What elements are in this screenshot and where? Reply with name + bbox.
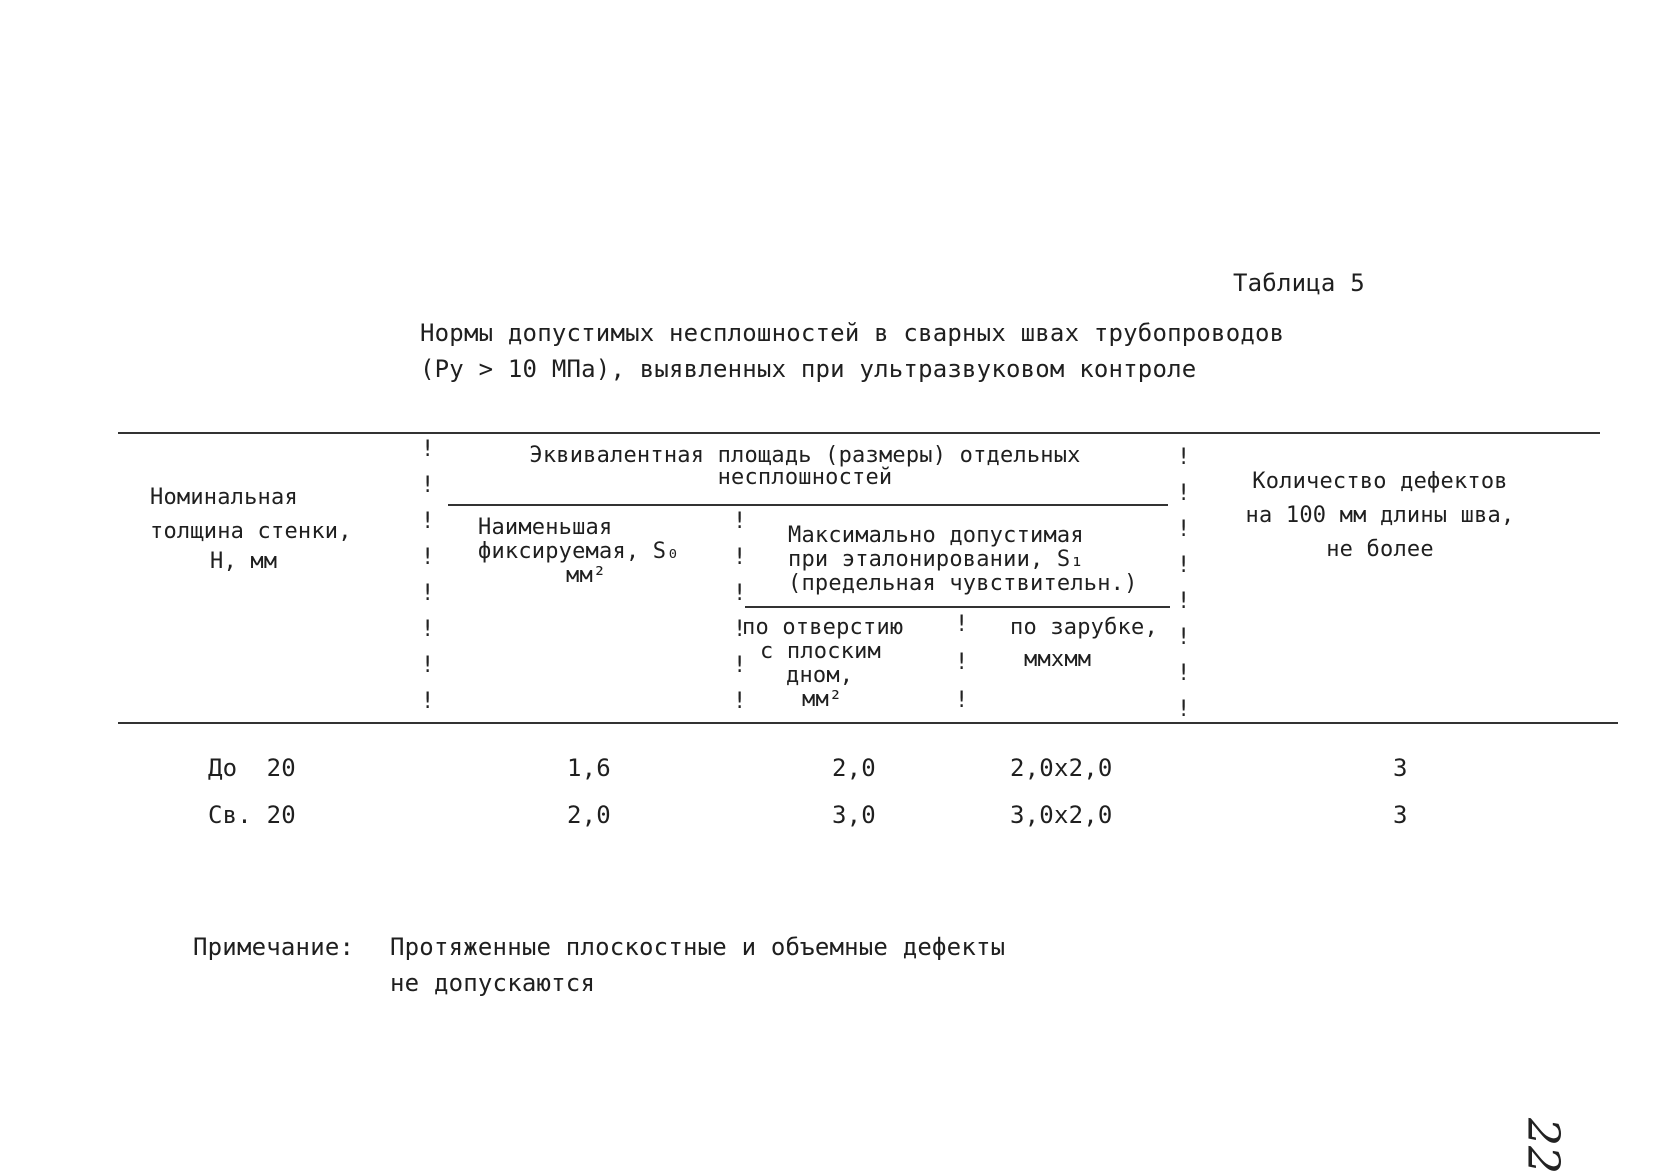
column-divider: ! ! ! ! ! ! ! !: [421, 437, 435, 714]
cell-min-fixed: 1,6: [567, 754, 611, 782]
table-caption-line-1: Нормы допустимых несплошностей в сварных швах трубопроводов: [420, 319, 1285, 347]
cell-by-hole: 3,0: [832, 801, 876, 829]
cell-by-notch: 2,0х2,0: [1010, 754, 1113, 782]
header-defect-count: Количество дефектов на 100 мм длины шва, не более: [1245, 469, 1515, 562]
note-line-1: Протяженные плоскостные и объемные дефекты: [390, 933, 1006, 961]
page-number: 22: [1517, 1118, 1568, 1174]
column-divider: ! ! ! ! ! ! ! !: [1177, 445, 1191, 722]
table-top-rule: [118, 432, 1600, 434]
header-by-notch: по зарубке, ммхмм: [1010, 615, 1158, 672]
cell-thickness: До 20: [208, 754, 296, 782]
cell-defect-count: 3: [1393, 754, 1408, 782]
group-header-rule: [448, 504, 1168, 506]
cell-by-notch: 3,0х2,0: [1010, 801, 1113, 829]
table-header-bottom-rule: [118, 722, 1618, 724]
header-by-hole: по отверстию с плоским дном, мм²: [742, 615, 904, 712]
header-max-allowed: Максимально допустимая при эталонировании, S₁ (предельная чувствительн.): [788, 523, 1138, 596]
cell-by-hole: 2,0: [832, 754, 876, 782]
header-equivalent-area: Эквивалентная площадь (размеры) отдельных несплошностей: [529, 443, 1081, 490]
note-line-2: не допускаются: [390, 969, 596, 997]
column-divider: ! ! ! ! ! !: [733, 509, 747, 714]
cell-thickness: Св. 20: [208, 801, 296, 829]
header-thickness: Номинальная толщина стенки, Н, мм: [150, 485, 352, 574]
column-divider: ! ! !: [955, 612, 969, 713]
header-min-fixed: Наименьшая фиксируемая, S₀ мм²: [478, 515, 680, 588]
table-caption-line-2: (Ру > 10 МПа), выявленных при ультразвуковом контроле: [420, 355, 1197, 383]
cell-min-fixed: 2,0: [567, 801, 611, 829]
cell-defect-count: 3: [1393, 801, 1408, 829]
table-label: Таблица 5: [1233, 269, 1365, 297]
note-label: Примечание:: [193, 933, 355, 961]
